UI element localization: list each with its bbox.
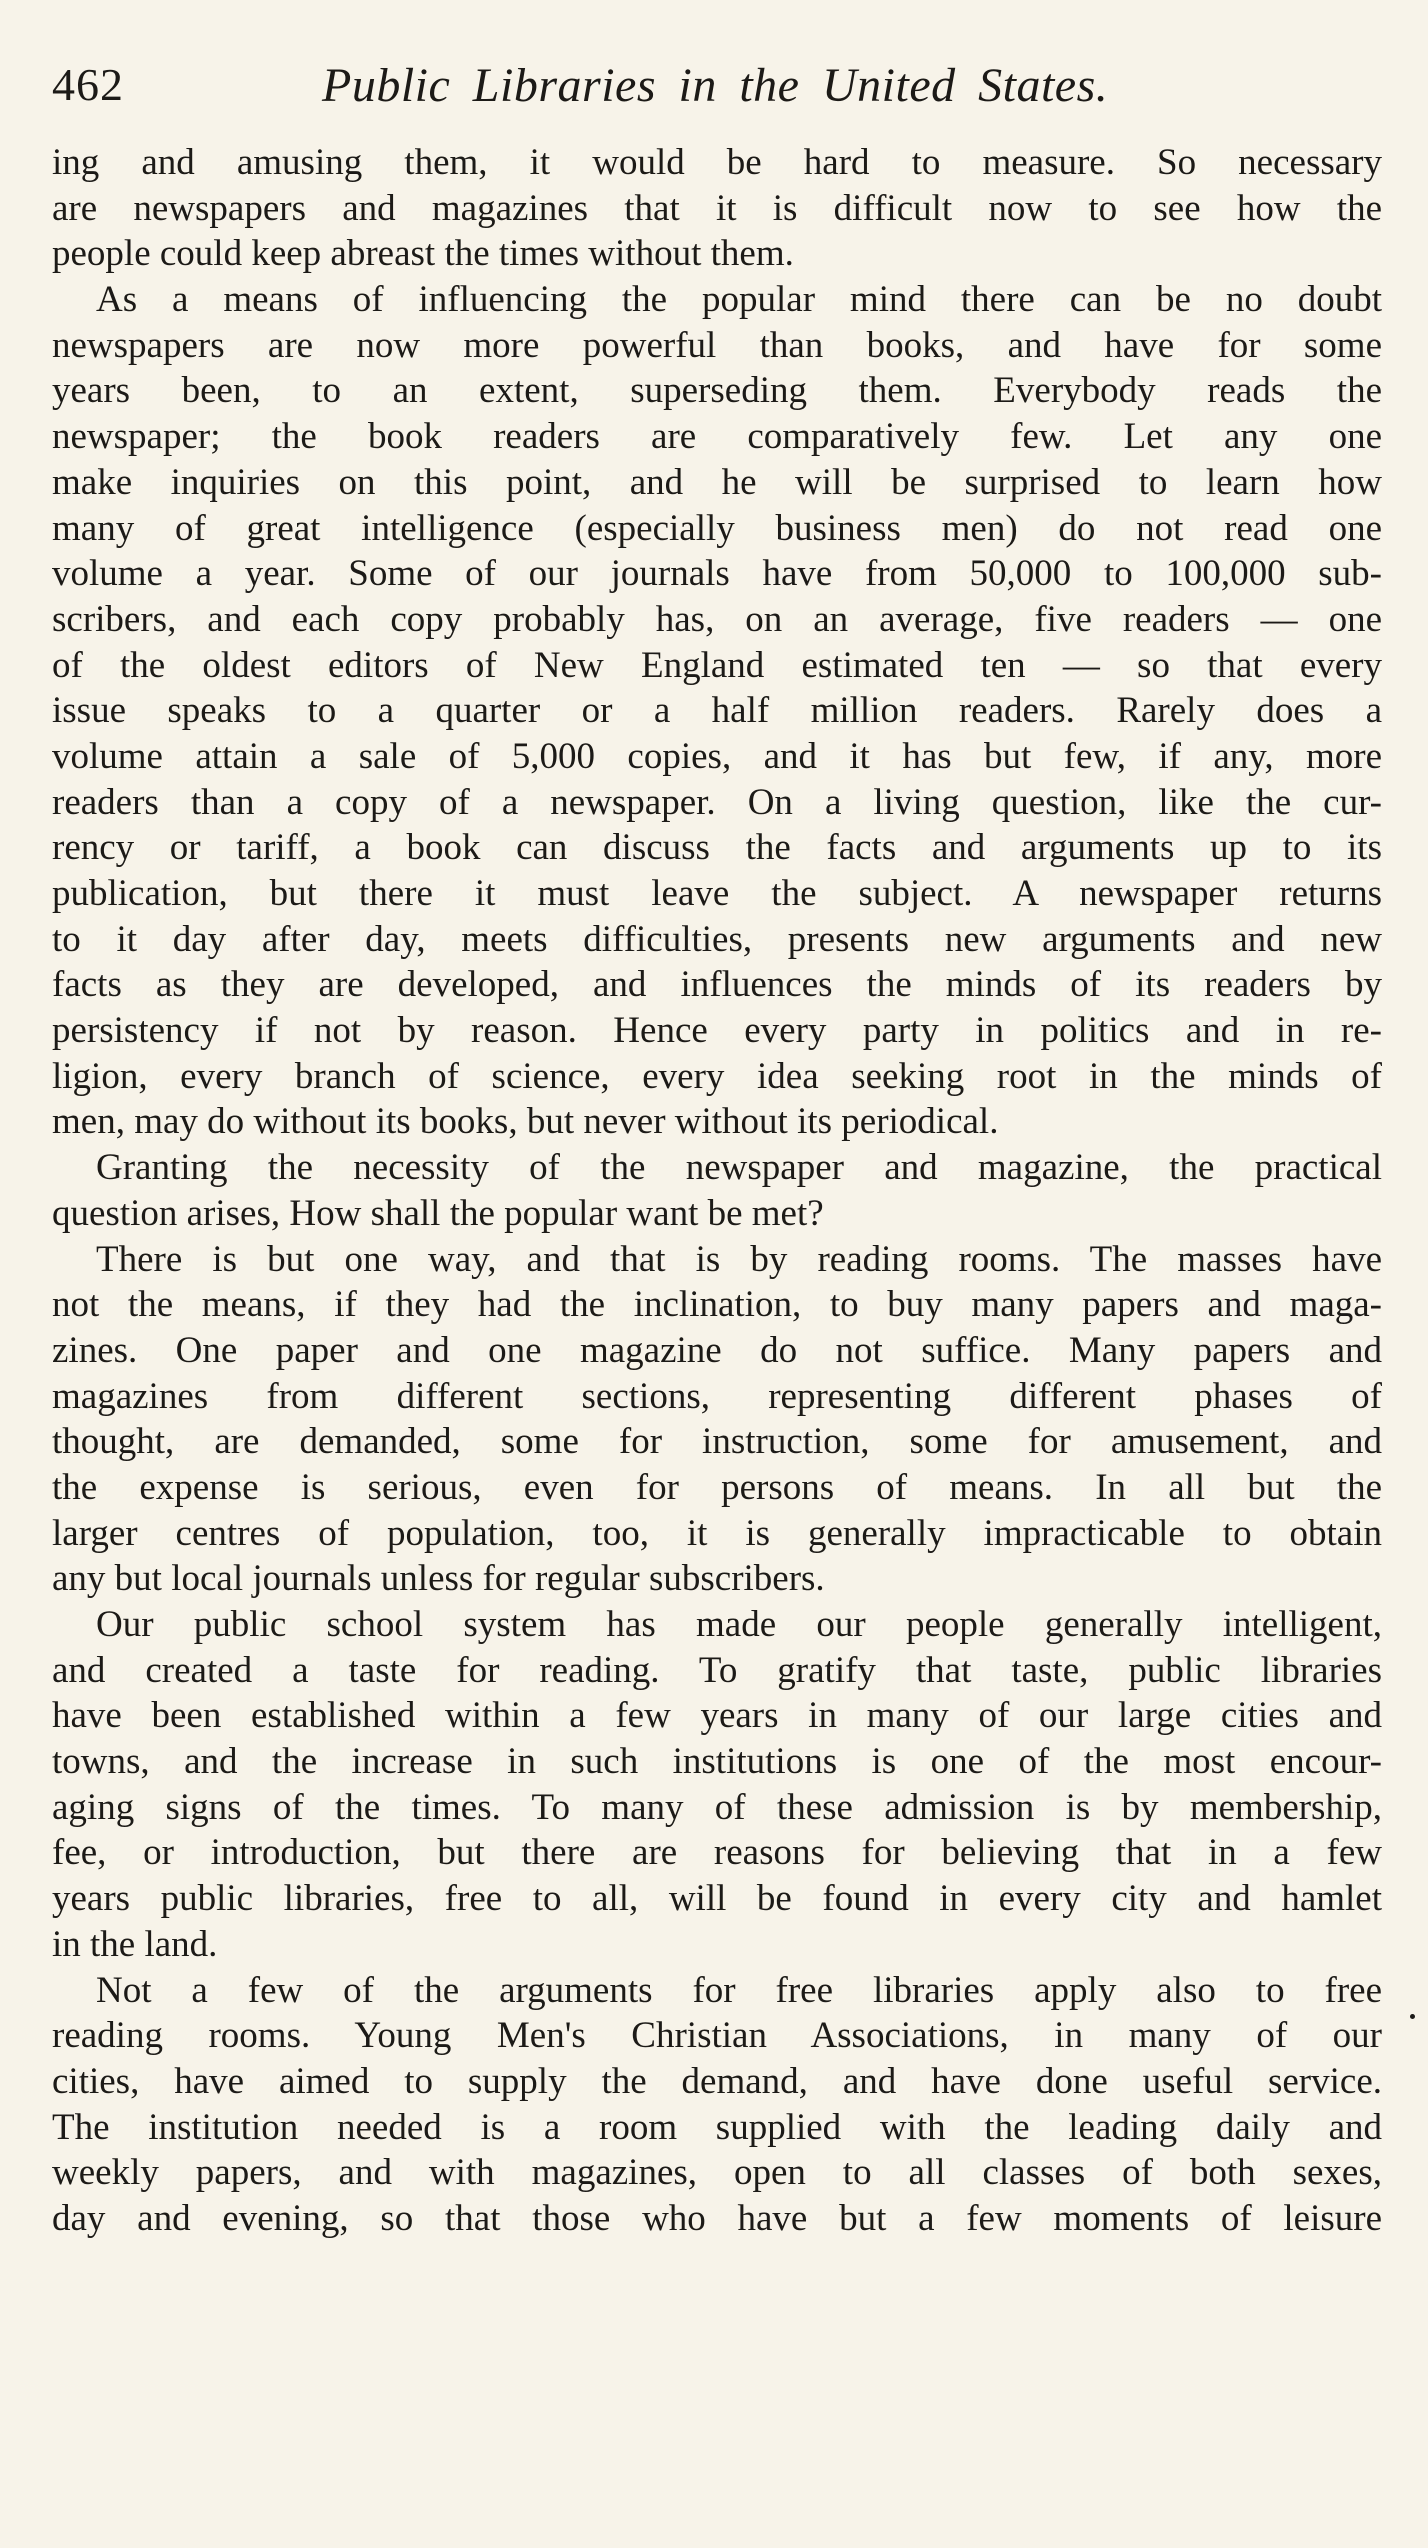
text-line: years public libraries, free to all, will be found in every city and hamlet (52, 1878, 1382, 1920)
body-text (52, 140, 1382, 2242)
text-line: not the means, if they had the inclination, to buy many papers and maga- (52, 1284, 1382, 1326)
text-line: people could keep abreast the times without them. (52, 233, 794, 275)
text-line: persistency if not by reason. Hence every party in politics and in re- (52, 1010, 1382, 1052)
text-line: fee, or introduction, but there are reasons for believing that in a few (52, 1832, 1382, 1874)
text-line: volume a year. Some of our journals have from 50,000 to 100,000 sub- (52, 553, 1382, 595)
text-line: ligion, every branch of science, every idea seeking root in the minds of (52, 1055, 1382, 1097)
text-line: facts as they are developed, and influences the minds of its readers by (52, 964, 1382, 1006)
text-line: of the oldest editors of New England estimated ten — so that every (52, 644, 1382, 686)
text-line: aging signs of the times. To many of these admission is by membership, (52, 1786, 1382, 1828)
text-line: newspapers are now more powerful than books, and have for some (52, 324, 1382, 366)
text-line: readers than a copy of a newspaper. On a living question, like the cur- (52, 781, 1382, 823)
text-line: There is but one way, and that is by reading rooms. The masses have (96, 1238, 1382, 1280)
text-line: in the land. (52, 1923, 218, 1965)
text-line: years been, to an extent, superseding them. Everybody reads the (52, 370, 1382, 412)
text-line: have been established within a few years in many of our large cities and (52, 1695, 1382, 1737)
text-line: issue speaks to a quarter or a half million readers. Rarely does a (52, 690, 1382, 732)
text-line: weekly papers, and with magazines, open to all classes of both sexes, (52, 2152, 1382, 2194)
text-line: any but local journals unless for regular subscribers. (52, 1558, 825, 1600)
text-line: publication, but there it must leave the subject. A newspaper returns (52, 873, 1382, 914)
text-line: rency or tariff, a book can discuss the facts and arguments up to its (52, 827, 1382, 869)
text-line: ing and amusing them, it would be hard to measure. So necessary (52, 142, 1382, 183)
text-line: The institution needed is a room supplied with the leading daily and (52, 2106, 1382, 2148)
text-line: As a means of influencing the popular mind there can be no doubt (96, 279, 1382, 321)
text-line: larger centres of population, too, it is generally impracticable to obtain (52, 1512, 1382, 1554)
text-line: newspaper; the book readers are comparatively few. Let any one (52, 416, 1382, 458)
text-line: Not a few of the arguments for free libraries apply also to free (96, 1969, 1382, 2011)
text-line: question arises, How shall the popular want be met? (52, 1192, 824, 1234)
text-line: cities, have aimed to supply the demand, and have done useful service. (52, 2060, 1382, 2102)
text-line: to it day after day, meets difficulties, presents new arguments and new (52, 918, 1382, 960)
text-line: magazines from different sections, representing different phases of (52, 1375, 1382, 1417)
text-line: volume attain a sale of 5,000 copies, and it has but few, if any, more (52, 735, 1382, 777)
text-line: make inquiries on this point, and he will be surprised to learn how (52, 461, 1382, 503)
text-line: reading rooms. Young Men's Christian Associations, in many of our (52, 2015, 1382, 2057)
margin-mark (1410, 2014, 1415, 2019)
page-number: 462 (52, 59, 124, 110)
text-line: are newspapers and magazines that it is difficult now to see how the (52, 187, 1382, 229)
text-line: thought, are demanded, some for instruction, some for amusement, and (52, 1421, 1382, 1463)
text-line: towns, and the increase in such institutions is one of the most encour- (52, 1741, 1382, 1783)
text-line: and created a taste for reading. To gratify that taste, public libraries (52, 1649, 1382, 1691)
page-header (52, 58, 1382, 118)
text-line: day and evening, so that those who have but a few moments of leisure (52, 2197, 1382, 2239)
text-line: many of great intelligence (especially business men) do not read one (52, 507, 1382, 549)
text-line: Our public school system has made our people generally intelligent, (96, 1604, 1382, 1645)
text-line: scribers, and each copy probably has, on an average, five readers — one (52, 598, 1382, 640)
text-line: Granting the necessity of the newspaper and magazine, the practical (96, 1147, 1382, 1189)
text-line: zines. One paper and one magazine do not suffice. Many papers and (52, 1329, 1382, 1371)
text-line: the expense is serious, even for persons of means. In all but the (52, 1466, 1382, 1508)
running-title: Public Libraries in the United States. (322, 59, 1109, 112)
text-line: men, may do without its books, but never without its periodical. (52, 1101, 999, 1143)
